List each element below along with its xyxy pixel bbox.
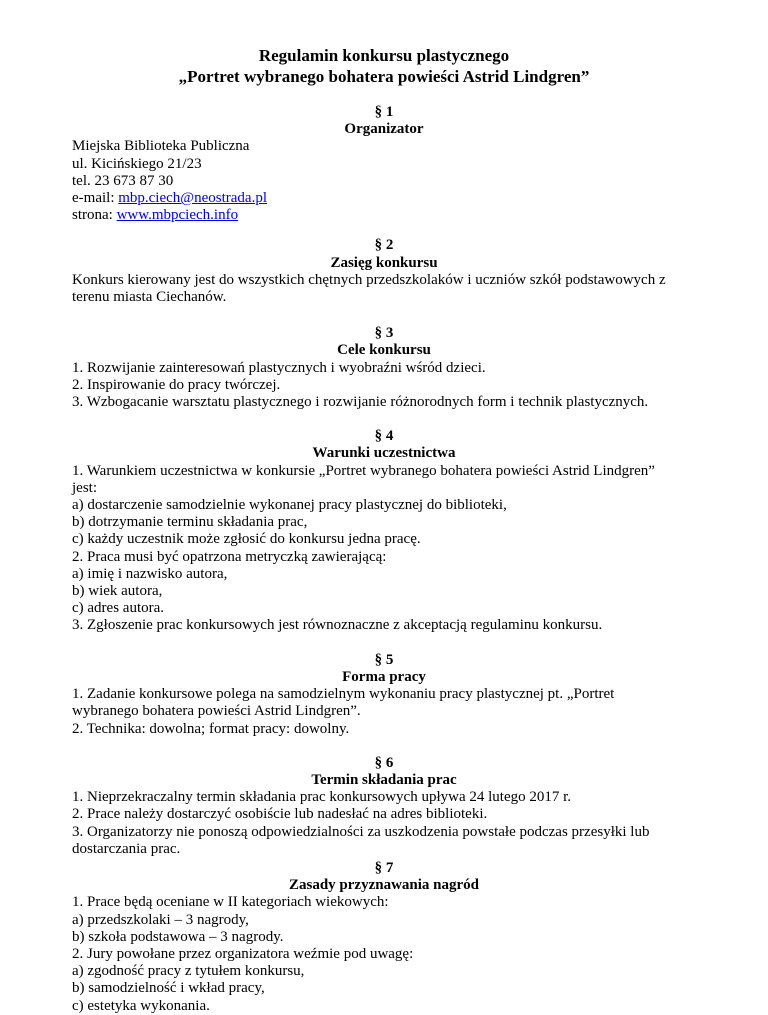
section-5-heading (72, 652, 696, 686)
section-4-heading (72, 428, 696, 462)
section-4-line: 2. Praca musi być opatrzona metryczką zawierającą: (72, 548, 387, 565)
organizer-site-line (72, 207, 696, 224)
section-4-line: jest: (72, 479, 97, 496)
section-5-number: § 5 (374, 651, 394, 668)
section-3-line: 2. Inspirowanie do pracy twórczej. (72, 376, 281, 393)
section-6-line: dostarczania prac. (72, 840, 181, 857)
section-5-line: 2. Technika: dowolna; format pracy: dowolny. (72, 720, 350, 737)
section-6-heading (72, 755, 696, 789)
section-3-line: 1. Rozwijanie zainteresowań plastycznych i wyobraźni wśród dzieci. (72, 359, 486, 376)
section-4-line: b) wiek autora, (72, 583, 163, 600)
document-title-line1: Regulamin konkursu plastycznego (258, 46, 510, 65)
section-7-line: 1. Prace będą oceniane w II kategoriach wiekowych: (72, 894, 389, 911)
section-4-line: a) dostarczenie samodzielnie wykonanej pracy plastycznej do biblioteki, (72, 497, 507, 514)
section-2-line: terenu miasta Ciechanów. (72, 289, 227, 306)
section-4-line: 3. Zgłoszenie prac konkursowych jest równoznaczne z akceptacją regulaminu konkursu. (72, 617, 603, 634)
section-2-number: § 2 (374, 237, 394, 254)
email-link[interactable]: mbp.ciech@neostrada.pl (118, 190, 267, 207)
section-4-line: b) dotrzymanie terminu składania prac, (72, 514, 308, 531)
section-3-heading (72, 325, 696, 359)
section-7-line: a) zgodność pracy z tytułem konkursu, (72, 963, 305, 980)
organizer-street: ul. Kicińskiego 21/23 (72, 155, 202, 172)
organizer-name: Miejska Biblioteka Publiczna (72, 138, 250, 155)
section-5-title: Forma pracy (342, 668, 426, 685)
section-6-body (72, 789, 696, 858)
section-6-line: 3. Organizatorzy nie ponoszą odpowiedzialności za uszkodzenia powstałe podczas przesyłki lub (72, 823, 650, 840)
section-7-body (72, 894, 696, 1014)
section-3-line: 3. Wzbogacanie warsztatu plastycznego i rozwijanie różnorodnych form i technik plastycznych. (72, 394, 649, 411)
section-4-line: c) adres autora. (72, 600, 165, 617)
organizer-email-line (72, 190, 696, 207)
section-4-number: § 4 (374, 428, 394, 445)
section-7-line: a) przedszkolaki – 3 nagrody, (72, 911, 249, 928)
section-1-body (72, 138, 696, 224)
section-7-line: b) szkoła podstawowa – 3 nagrody. (72, 928, 284, 945)
section-1-number: § 1 (374, 104, 394, 120)
section-2-title: Zasięg konkursu (330, 254, 438, 271)
section-4-line: c) każdy uczestnik może zgłosić do konkursu jedna pracę. (72, 531, 421, 548)
section-3-number: § 3 (374, 325, 394, 342)
section-2-heading (72, 237, 696, 271)
section-7-number: § 7 (374, 859, 394, 876)
document-title-line2: „Portret wybranego bohatera powieści Astrid Lindgren” (178, 67, 590, 86)
section-6-line: 2. Prace należy dostarczyć osobiście lub nadesłać na adres biblioteki. (72, 806, 488, 823)
section-4-line: 1. Warunkiem uczestnictwa w konkursie „Portret wybranego bohatera powieści Astrid Lindgren” (72, 462, 655, 479)
section-1-title: Organizator (344, 121, 424, 138)
website-link[interactable]: www.mbpciech.info (116, 207, 239, 224)
section-7-heading (72, 860, 696, 894)
section-4-line: a) imię i nazwisko autora, (72, 565, 228, 582)
section-7-title: Zasady przyznawania nagród (288, 877, 480, 894)
section-2-line: Konkurs kierowany jest do wszystkich chętnych przedszkolaków i uczniów szkół podstawowych z (72, 271, 666, 288)
section-4-body (72, 463, 696, 635)
section-3-body (72, 360, 696, 412)
section-7-line: c) estetyka wykonania. (72, 997, 210, 1014)
section-2-body (72, 272, 696, 306)
section-5-body (72, 686, 696, 738)
organizer-phone: tel. 23 673 87 30 (72, 172, 174, 189)
section-7-line: b) samodzielność i wkład pracy, (72, 980, 265, 997)
site-label: strona: (72, 207, 117, 224)
section-3-title: Cele konkursu (337, 342, 431, 359)
section-7-line: 2. Jury powołane przez organizatora weźmie pod uwagę: (72, 945, 414, 962)
section-6-line: 1. Nieprzekraczalny termin składania prac konkursowych upływa 24 lutego 2017 r. (72, 789, 572, 806)
section-5-line: wybranego bohatera powieści Astrid Lindgren”. (72, 703, 361, 720)
section-6-number: § 6 (374, 754, 394, 771)
section-6-title: Termin składania prac (311, 771, 457, 788)
section-4-title: Warunki uczestnictwa (312, 445, 456, 462)
section-1-heading (72, 104, 696, 138)
section-5-line: 1. Zadanie konkursowe polega na samodzielnym wykonaniu pracy plastycznej pt. „Portret (72, 686, 615, 703)
email-label: e-mail: (72, 190, 119, 207)
